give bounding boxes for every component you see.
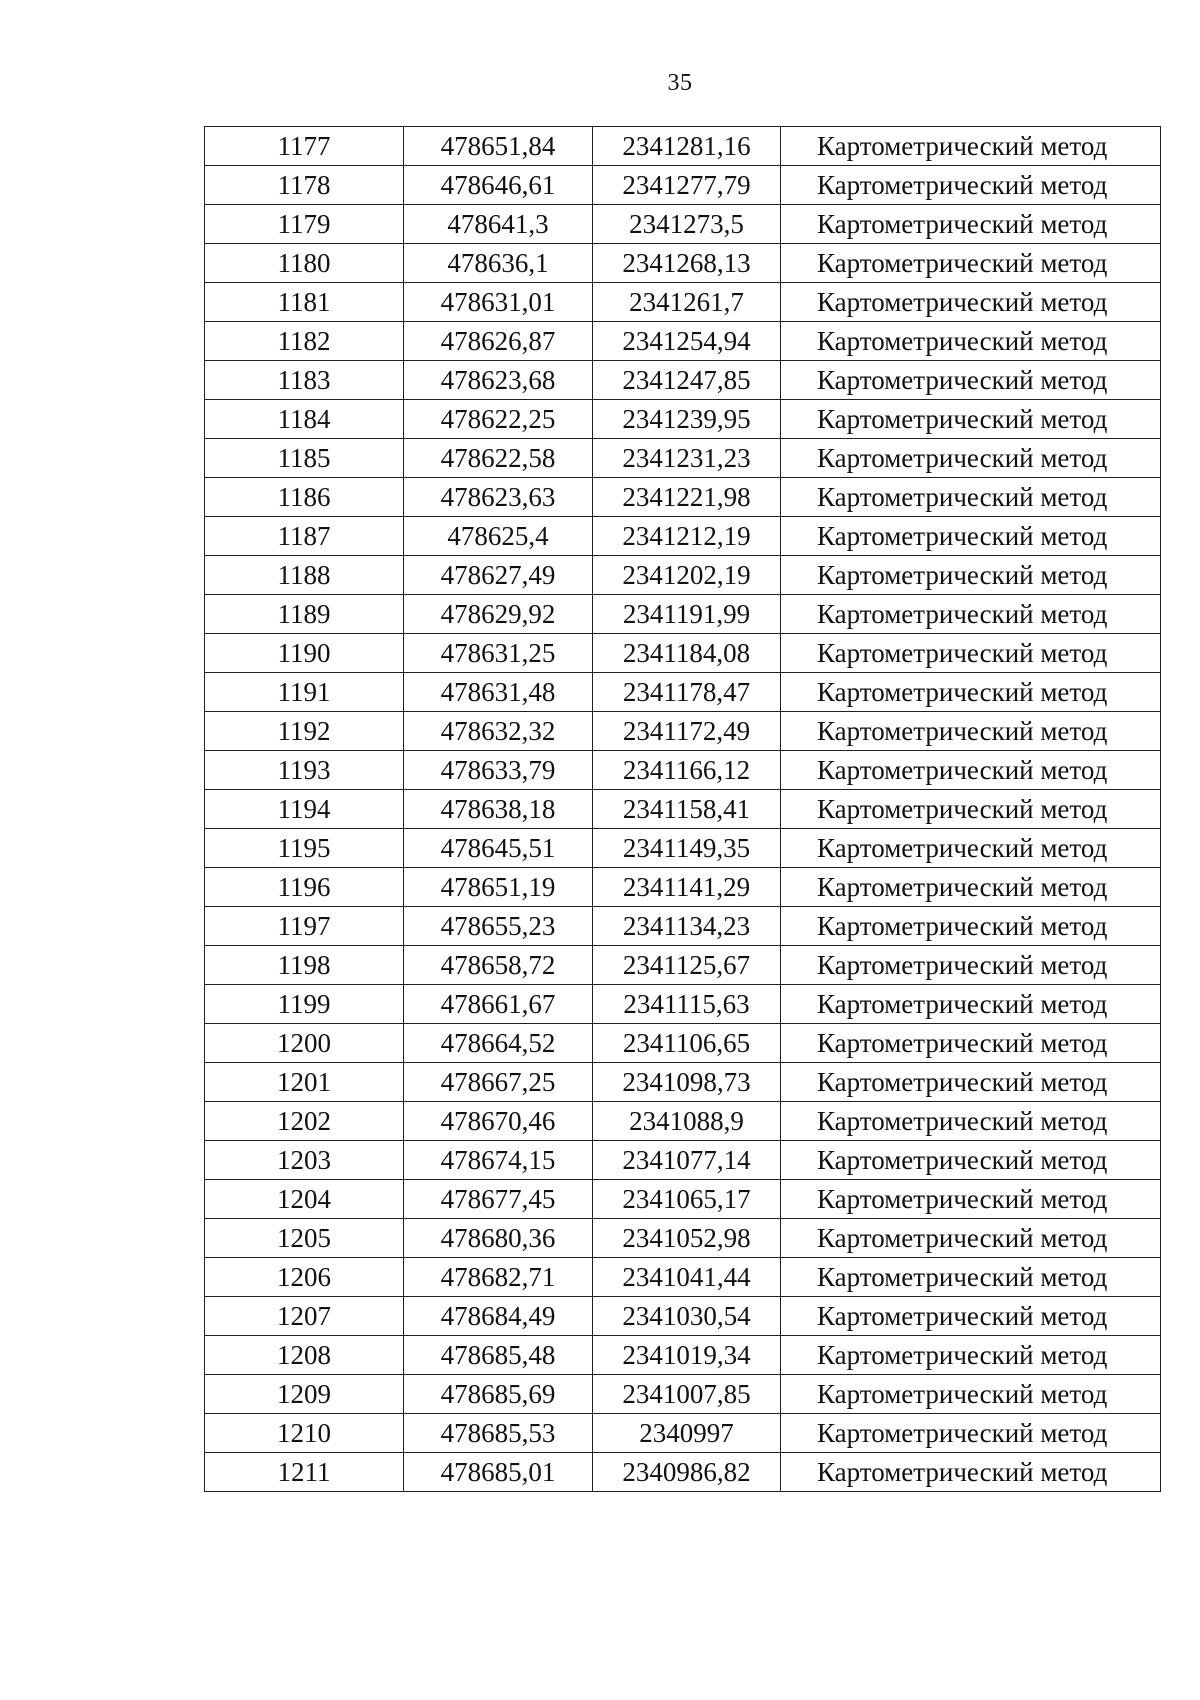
point-number-cell: 1193	[205, 751, 404, 790]
coordinates-table	[204, 126, 1161, 1492]
table-row	[205, 868, 1161, 907]
method-cell: Картометрический метод	[781, 829, 1161, 868]
table-row	[205, 361, 1161, 400]
x-coordinate-cell: 478658,72	[404, 946, 593, 985]
x-coordinate-cell: 478680,36	[404, 1219, 593, 1258]
method-cell: Картометрический метод	[781, 439, 1161, 478]
y-coordinate-cell: 2341088,9	[593, 1102, 781, 1141]
y-coordinate-cell: 2341254,94	[593, 322, 781, 361]
table-row	[205, 985, 1161, 1024]
point-number-cell: 1206	[205, 1258, 404, 1297]
table-row	[205, 439, 1161, 478]
y-coordinate-cell: 2341212,19	[593, 517, 781, 556]
y-coordinate-cell: 2341231,23	[593, 439, 781, 478]
point-number-cell: 1195	[205, 829, 404, 868]
y-coordinate-cell: 2341273,5	[593, 205, 781, 244]
method-cell: Картометрический метод	[781, 1102, 1161, 1141]
point-number-cell: 1202	[205, 1102, 404, 1141]
table-row	[205, 1219, 1161, 1258]
table-row	[205, 556, 1161, 595]
method-cell: Картометрический метод	[781, 517, 1161, 556]
x-coordinate-cell: 478685,53	[404, 1414, 593, 1453]
point-number-cell: 1196	[205, 868, 404, 907]
method-cell: Картометрический метод	[781, 868, 1161, 907]
point-number-cell: 1187	[205, 517, 404, 556]
method-cell: Картометрический метод	[781, 166, 1161, 205]
table-row	[205, 205, 1161, 244]
y-coordinate-cell: 2341166,12	[593, 751, 781, 790]
method-cell: Картометрический метод	[781, 127, 1161, 166]
method-cell: Картометрический метод	[781, 595, 1161, 634]
method-cell: Картометрический метод	[781, 712, 1161, 751]
x-coordinate-cell: 478645,51	[404, 829, 593, 868]
y-coordinate-cell: 2341268,13	[593, 244, 781, 283]
point-number-cell: 1184	[205, 400, 404, 439]
point-number-cell: 1177	[205, 127, 404, 166]
method-cell: Картометрический метод	[781, 1297, 1161, 1336]
point-number-cell: 1205	[205, 1219, 404, 1258]
x-coordinate-cell: 478623,68	[404, 361, 593, 400]
table-row	[205, 283, 1161, 322]
table-row	[205, 595, 1161, 634]
point-number-cell: 1203	[205, 1141, 404, 1180]
y-coordinate-cell: 2341172,49	[593, 712, 781, 751]
y-coordinate-cell: 2340986,82	[593, 1453, 781, 1492]
y-coordinate-cell: 2341184,08	[593, 634, 781, 673]
coordinates-table-body	[205, 127, 1161, 1492]
method-cell: Картометрический метод	[781, 673, 1161, 712]
y-coordinate-cell: 2341277,79	[593, 166, 781, 205]
x-coordinate-cell: 478633,79	[404, 751, 593, 790]
point-number-cell: 1189	[205, 595, 404, 634]
table-row	[205, 517, 1161, 556]
y-coordinate-cell: 2341052,98	[593, 1219, 781, 1258]
method-cell: Картометрический метод	[781, 244, 1161, 283]
point-number-cell: 1194	[205, 790, 404, 829]
x-coordinate-cell: 478651,84	[404, 127, 593, 166]
point-number-cell: 1178	[205, 166, 404, 205]
y-coordinate-cell: 2341178,47	[593, 673, 781, 712]
y-coordinate-cell: 2341007,85	[593, 1375, 781, 1414]
point-number-cell: 1208	[205, 1336, 404, 1375]
method-cell: Картометрический метод	[781, 478, 1161, 517]
table-row	[205, 1180, 1161, 1219]
x-coordinate-cell: 478623,63	[404, 478, 593, 517]
y-coordinate-cell: 2341041,44	[593, 1258, 781, 1297]
point-number-cell: 1207	[205, 1297, 404, 1336]
y-coordinate-cell: 2341141,29	[593, 868, 781, 907]
x-coordinate-cell: 478622,25	[404, 400, 593, 439]
point-number-cell: 1190	[205, 634, 404, 673]
y-coordinate-cell: 2341019,34	[593, 1336, 781, 1375]
x-coordinate-cell: 478646,61	[404, 166, 593, 205]
x-coordinate-cell: 478636,1	[404, 244, 593, 283]
table-row	[205, 322, 1161, 361]
table-row	[205, 244, 1161, 283]
point-number-cell: 1209	[205, 1375, 404, 1414]
method-cell: Картометрический метод	[781, 907, 1161, 946]
point-number-cell: 1179	[205, 205, 404, 244]
y-coordinate-cell: 2341098,73	[593, 1063, 781, 1102]
point-number-cell: 1198	[205, 946, 404, 985]
y-coordinate-cell: 2341239,95	[593, 400, 781, 439]
y-coordinate-cell: 2341134,23	[593, 907, 781, 946]
method-cell: Картометрический метод	[781, 751, 1161, 790]
x-coordinate-cell: 478629,92	[404, 595, 593, 634]
point-number-cell: 1182	[205, 322, 404, 361]
method-cell: Картометрический метод	[781, 322, 1161, 361]
y-coordinate-cell: 2341077,14	[593, 1141, 781, 1180]
table-row	[205, 1102, 1161, 1141]
table-row	[205, 1063, 1161, 1102]
point-number-cell: 1191	[205, 673, 404, 712]
table-row	[205, 400, 1161, 439]
point-number-cell: 1201	[205, 1063, 404, 1102]
y-coordinate-cell: 2341221,98	[593, 478, 781, 517]
method-cell: Картометрический метод	[781, 946, 1161, 985]
table-row	[205, 1297, 1161, 1336]
point-number-cell: 1188	[205, 556, 404, 595]
page-number: 35	[667, 70, 693, 96]
table-row	[205, 634, 1161, 673]
x-coordinate-cell: 478685,01	[404, 1453, 593, 1492]
table-row	[205, 790, 1161, 829]
point-number-cell: 1204	[205, 1180, 404, 1219]
method-cell: Картометрический метод	[781, 1063, 1161, 1102]
point-number-cell: 1180	[205, 244, 404, 283]
x-coordinate-cell: 478685,48	[404, 1336, 593, 1375]
method-cell: Картометрический метод	[781, 1336, 1161, 1375]
table-row	[205, 673, 1161, 712]
method-cell: Картометрический метод	[781, 985, 1161, 1024]
x-coordinate-cell: 478622,58	[404, 439, 593, 478]
x-coordinate-cell: 478664,52	[404, 1024, 593, 1063]
y-coordinate-cell: 2341106,65	[593, 1024, 781, 1063]
method-cell: Картометрический метод	[781, 400, 1161, 439]
method-cell: Картометрический метод	[781, 1375, 1161, 1414]
x-coordinate-cell: 478685,69	[404, 1375, 593, 1414]
y-coordinate-cell: 2341030,54	[593, 1297, 781, 1336]
point-number-cell: 1181	[205, 283, 404, 322]
y-coordinate-cell: 2341158,41	[593, 790, 781, 829]
x-coordinate-cell: 478631,48	[404, 673, 593, 712]
table-row	[205, 166, 1161, 205]
x-coordinate-cell: 478625,4	[404, 517, 593, 556]
method-cell: Картометрический метод	[781, 1024, 1161, 1063]
x-coordinate-cell: 478674,15	[404, 1141, 593, 1180]
point-number-cell: 1199	[205, 985, 404, 1024]
point-number-cell: 1211	[205, 1453, 404, 1492]
x-coordinate-cell: 478627,49	[404, 556, 593, 595]
point-number-cell: 1197	[205, 907, 404, 946]
y-coordinate-cell: 2341191,99	[593, 595, 781, 634]
table-row	[205, 1024, 1161, 1063]
table-row	[205, 1414, 1161, 1453]
method-cell: Картометрический метод	[781, 1141, 1161, 1180]
x-coordinate-cell: 478684,49	[404, 1297, 593, 1336]
table-row	[205, 478, 1161, 517]
x-coordinate-cell: 478651,19	[404, 868, 593, 907]
method-cell: Картометрический метод	[781, 1453, 1161, 1492]
method-cell: Картометрический метод	[781, 361, 1161, 400]
method-cell: Картометрический метод	[781, 634, 1161, 673]
point-number-cell: 1186	[205, 478, 404, 517]
y-coordinate-cell: 2341149,35	[593, 829, 781, 868]
point-number-cell: 1185	[205, 439, 404, 478]
x-coordinate-cell: 478682,71	[404, 1258, 593, 1297]
table-row	[205, 907, 1161, 946]
y-coordinate-cell: 2341065,17	[593, 1180, 781, 1219]
table-row	[205, 946, 1161, 985]
x-coordinate-cell: 478661,67	[404, 985, 593, 1024]
table-row	[205, 1258, 1161, 1297]
x-coordinate-cell: 478638,18	[404, 790, 593, 829]
y-coordinate-cell: 2341202,19	[593, 556, 781, 595]
x-coordinate-cell: 478632,32	[404, 712, 593, 751]
method-cell: Картометрический метод	[781, 790, 1161, 829]
x-coordinate-cell: 478631,25	[404, 634, 593, 673]
x-coordinate-cell: 478626,87	[404, 322, 593, 361]
y-coordinate-cell: 2340997	[593, 1414, 781, 1453]
method-cell: Картометрический метод	[781, 1180, 1161, 1219]
table-row	[205, 751, 1161, 790]
y-coordinate-cell: 2341261,7	[593, 283, 781, 322]
x-coordinate-cell: 478655,23	[404, 907, 593, 946]
point-number-cell: 1183	[205, 361, 404, 400]
method-cell: Картометрический метод	[781, 283, 1161, 322]
x-coordinate-cell: 478631,01	[404, 283, 593, 322]
table-row	[205, 1141, 1161, 1180]
x-coordinate-cell: 478677,45	[404, 1180, 593, 1219]
table-row	[205, 1336, 1161, 1375]
table-row	[205, 712, 1161, 751]
method-cell: Картометрический метод	[781, 556, 1161, 595]
x-coordinate-cell: 478670,46	[404, 1102, 593, 1141]
y-coordinate-cell: 2341115,63	[593, 985, 781, 1024]
y-coordinate-cell: 2341247,85	[593, 361, 781, 400]
method-cell: Картометрический метод	[781, 205, 1161, 244]
table-row	[205, 829, 1161, 868]
table-row	[205, 1453, 1161, 1492]
point-number-cell: 1200	[205, 1024, 404, 1063]
table-row	[205, 127, 1161, 166]
method-cell: Картометрический метод	[781, 1258, 1161, 1297]
method-cell: Картометрический метод	[781, 1414, 1161, 1453]
point-number-cell: 1210	[205, 1414, 404, 1453]
y-coordinate-cell: 2341125,67	[593, 946, 781, 985]
y-coordinate-cell: 2341281,16	[593, 127, 781, 166]
table-row	[205, 1375, 1161, 1414]
method-cell: Картометрический метод	[781, 1219, 1161, 1258]
x-coordinate-cell: 478667,25	[404, 1063, 593, 1102]
point-number-cell: 1192	[205, 712, 404, 751]
x-coordinate-cell: 478641,3	[404, 205, 593, 244]
